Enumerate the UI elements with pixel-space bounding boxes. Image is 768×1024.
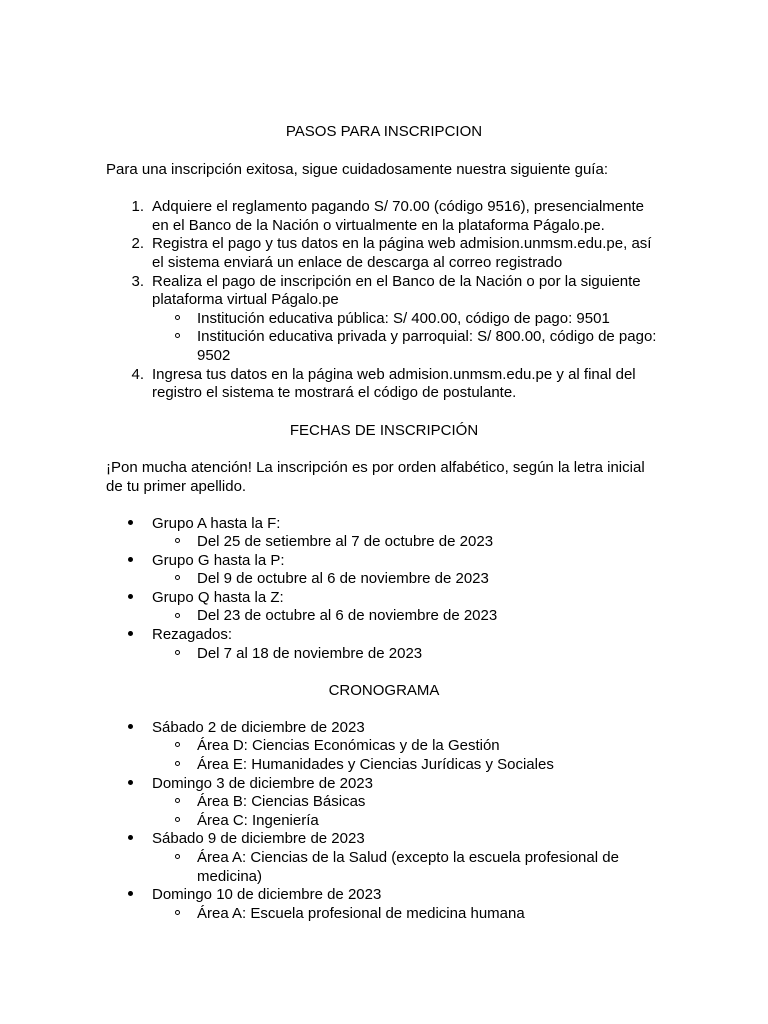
schedule-area-text: Área A: Escuela profesional de medicina humana	[197, 904, 525, 922]
bullet-icon	[128, 552, 133, 571]
step-item	[106, 198, 662, 235]
schedule-day-label: Domingo 3 de diciembre de 2023	[152, 774, 373, 792]
bullet-icon	[128, 515, 133, 534]
group-subitem	[152, 533, 662, 552]
step-number: 3.	[131, 272, 144, 290]
bullet-icon	[128, 589, 133, 608]
heading-pasos: PASOS PARA INSCRIPCION	[285, 123, 483, 140]
step-item	[106, 235, 662, 272]
groups-list	[106, 515, 662, 664]
schedule-sublist	[152, 737, 662, 774]
schedule-sublist	[152, 793, 662, 830]
schedule-area-text: Área C: Ingeniería	[197, 811, 319, 829]
pasos-intro: Para una inscripción exitosa, sigue cuidadosamente nuestra siguiente guía:	[106, 160, 608, 178]
schedule-area-text: Área E: Humanidades y Ciencias Jurídicas y Sociales	[197, 756, 554, 774]
circle-bullet-icon	[175, 645, 180, 664]
schedule-area	[152, 756, 662, 775]
step-text: Ingresa tus datos en la página web admision.unmsm.edu.pe y al final del registro el sistema te mostrará el código de postulante.	[152, 365, 636, 402]
schedule-area	[152, 905, 662, 924]
step-number: 2.	[131, 235, 144, 253]
step-number: 1.	[131, 198, 144, 216]
group-item	[106, 626, 662, 663]
schedule-day-label: Domingo 10 de diciembre de 2023	[152, 886, 382, 904]
schedule-day	[106, 719, 662, 775]
schedule-area-text: Área B: Ciencias Básicas	[197, 793, 366, 811]
circle-bullet-icon	[175, 328, 180, 347]
group-sublist	[152, 645, 662, 664]
heading-cronograma: CRONOGRAMA	[328, 682, 440, 700]
circle-bullet-icon	[175, 793, 180, 812]
group-sublist	[152, 607, 662, 626]
bullet-icon	[128, 626, 133, 645]
step-sublist	[152, 310, 662, 366]
step-subitem	[152, 328, 662, 365]
schedule-day-label: Sábado 9 de diciembre de 2023	[152, 830, 365, 848]
bullet-icon	[128, 886, 133, 905]
step-text: Registra el pago y tus datos en la página web admision.unmsm.edu.pe, así el sistema enviará un enlace de descarga al correo registrado	[152, 235, 652, 271]
schedule-area	[152, 812, 662, 831]
schedule-area	[152, 737, 662, 756]
bullet-icon	[128, 775, 133, 794]
group-subitem	[152, 607, 662, 626]
schedule-list	[106, 719, 662, 924]
step-item	[106, 273, 662, 366]
schedule-day-label: Sábado 2 de diciembre de 2023	[152, 718, 365, 736]
group-date: Del 9 de octubre al 6 de noviembre de 2023	[197, 570, 489, 588]
group-sublist	[152, 570, 662, 589]
circle-bullet-icon	[175, 533, 180, 552]
schedule-sublist	[152, 905, 662, 924]
fechas-intro: ¡Pon mucha atención! La inscripción es por orden alfabético, según la letra inicial de tu primer apellido.	[106, 459, 645, 495]
step-text: Adquiere el reglamento pagando S/ 70.00 (código 9516), presencialmente en el Banco de la Nación o virtualmente en la plataforma Págalo.pe.	[152, 198, 644, 234]
group-label: Grupo Q hasta la Z:	[152, 588, 284, 606]
schedule-day	[106, 830, 662, 886]
schedule-area-text: Área D: Ciencias Económicas y de la Gestión	[197, 737, 500, 755]
bullet-icon	[128, 719, 133, 738]
group-subitem	[152, 570, 662, 589]
schedule-area-text: Área A: Ciencias de la Salud (excepto la escuela profesional de medicina)	[197, 849, 619, 885]
step-item	[106, 366, 662, 403]
group-item	[106, 552, 662, 589]
group-label: Rezagados:	[152, 626, 233, 644]
group-sublist	[152, 533, 662, 552]
circle-bullet-icon	[175, 756, 180, 775]
circle-bullet-icon	[175, 570, 180, 589]
circle-bullet-icon	[175, 737, 180, 756]
heading-fechas: FECHAS DE INSCRIPCIÓN	[289, 421, 479, 439]
circle-bullet-icon	[175, 607, 180, 626]
group-date: Del 23 de octubre al 6 de noviembre de 2023	[197, 607, 498, 625]
group-subitem	[152, 645, 662, 664]
step-number: 4.	[131, 365, 144, 383]
step-text: Realiza el pago de inscripción en el Banco de la Nación o por la siguiente plataforma virtual Págalo.pe	[152, 272, 641, 309]
schedule-area	[152, 793, 662, 812]
circle-bullet-icon	[175, 812, 180, 831]
step-subitem-text: Institución educativa privada y parroquial: S/ 800.00, código de pago: 9502	[197, 328, 657, 364]
schedule-day	[106, 775, 662, 831]
group-label: Grupo G hasta la P:	[152, 551, 285, 569]
steps-list	[106, 198, 662, 403]
schedule-day	[106, 886, 662, 923]
group-item	[106, 589, 662, 626]
group-date: Del 7 al 18 de noviembre de 2023	[197, 644, 423, 662]
circle-bullet-icon	[175, 310, 180, 329]
step-subitem	[152, 310, 662, 329]
circle-bullet-icon	[175, 905, 180, 924]
document-body	[106, 123, 662, 923]
bullet-icon	[128, 830, 133, 849]
schedule-area	[152, 849, 662, 886]
group-date: Del 25 de setiembre al 7 de octubre de 2023	[197, 533, 494, 551]
group-label: Grupo A hasta la F:	[152, 514, 281, 532]
schedule-sublist	[152, 849, 662, 886]
group-item	[106, 515, 662, 552]
circle-bullet-icon	[175, 849, 180, 868]
step-subitem-text: Institución educativa pública: S/ 400.00, código de pago: 9501	[197, 309, 610, 327]
